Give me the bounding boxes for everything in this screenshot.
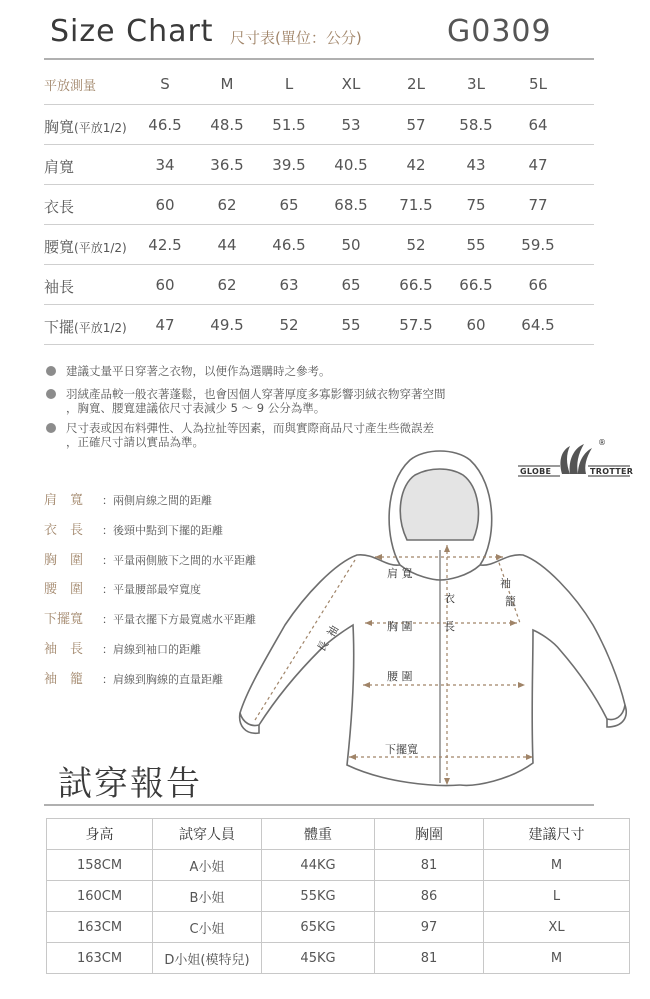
table-cell: 50: [341, 236, 361, 254]
trial-table: [46, 818, 630, 974]
legend-item: 衣 長 ：後頸中點到下擺的距離: [44, 519, 223, 538]
table-cell: 62: [217, 196, 237, 214]
table-row: [47, 850, 630, 881]
table-cell: 47: [155, 316, 175, 334]
logo-right-text: TROTTER: [590, 467, 634, 476]
legend-desc: 肩線到胸線的直量距離: [113, 673, 223, 686]
table-cell: 163CM: [47, 943, 153, 974]
table-cell: 66.5: [459, 276, 493, 294]
legend-term: 下擺寬: [44, 612, 84, 627]
table-cell: 52: [279, 316, 299, 334]
table-cell: 81: [375, 850, 484, 881]
table-cell: 81: [375, 943, 484, 974]
row-label: [44, 276, 74, 297]
table-cell: 71.5: [399, 196, 433, 214]
page-title: Size Chart: [50, 14, 214, 49]
bullet-icon: [46, 366, 56, 376]
row-label: [44, 236, 127, 257]
row-label-text: 下擺: [44, 318, 75, 336]
legend-item: 腰 圍 ：平量腰部最窄寬度: [44, 578, 201, 597]
bullet-icon: [46, 423, 56, 433]
table-header-row: [47, 819, 630, 850]
table-cell: 42: [406, 156, 426, 174]
table-cell: 57.5: [399, 316, 433, 334]
note-text: 建議丈量平日穿著之衣物，以便作為選購時之參考。: [66, 364, 331, 378]
row-label-text: 胸寬: [44, 118, 75, 136]
table-rule: [44, 264, 594, 265]
table-cell: 64.5: [521, 316, 555, 334]
table-row: [47, 881, 630, 912]
row-label-text: 腰寬: [44, 238, 75, 256]
column-header: 體重: [262, 819, 375, 850]
note-text: ，正確尺寸請以實品為準。: [66, 435, 204, 449]
table-cell: 65: [341, 276, 361, 294]
table-cell: 60: [155, 276, 175, 294]
note-item: [46, 387, 446, 415]
legend-term: 肩 寬: [44, 493, 84, 508]
table-cell: A小姐: [153, 850, 262, 881]
table-cell: 68.5: [334, 196, 368, 214]
table-row: [47, 943, 630, 974]
legend-desc: 肩線到袖口的距離: [113, 643, 201, 656]
table-cell: B小姐: [153, 881, 262, 912]
table-cell: 57: [406, 116, 426, 134]
legend-term: 衣 長: [44, 523, 84, 538]
table-cell: C小姐: [153, 912, 262, 943]
table-cell: 60: [155, 196, 175, 214]
table-header-label: 平放測量: [44, 79, 97, 94]
table-cell: 58.5: [459, 116, 493, 134]
table-rule: [44, 224, 594, 225]
diagram-label-armhole-top: 袖: [500, 577, 511, 590]
table-cell: 86: [375, 881, 484, 912]
table-cell: 45KG: [262, 943, 375, 974]
row-label: [44, 196, 74, 217]
table-cell: 55KG: [262, 881, 375, 912]
jacket-outline-icon: [235, 445, 630, 795]
table-cell: 36.5: [210, 156, 244, 174]
registered-mark: ®: [598, 438, 606, 447]
table-cell: 48.5: [210, 116, 244, 134]
table-rule: [44, 184, 594, 185]
table-cell: 55: [341, 316, 361, 334]
header-divider: [44, 58, 594, 60]
table-cell: 77: [528, 196, 548, 214]
table-cell: 66: [528, 276, 548, 294]
legend-term: 袖 長: [44, 642, 84, 657]
diagram-label-length-top: 衣: [444, 592, 455, 605]
legend-desc: 平量衣擺下方最寬處水平距離: [113, 613, 256, 626]
legend-term: 袖 籠: [44, 672, 84, 687]
size-header: 3L: [467, 75, 485, 93]
diagram-label-shoulder: 肩 寬: [387, 567, 413, 580]
legend-desc: 平量腰部最窄寬度: [113, 583, 201, 596]
logo-left-text: GLOBE: [520, 467, 552, 476]
legend-desc: 兩側肩線之間的距離: [113, 494, 212, 507]
table-cell: 163CM: [47, 912, 153, 943]
note-text: ，胸寬、腰寬建議依尺寸表減少 5 ～ 9 公分為準。: [66, 401, 326, 415]
row-label-note: (平放1/2): [74, 321, 127, 335]
table-cell: 75: [466, 196, 486, 214]
row-label: [44, 156, 74, 177]
diagram-label-sleeve-bottom: 長: [314, 638, 332, 655]
size-header: XL: [341, 75, 361, 93]
note-item: [46, 364, 331, 378]
size-header: M: [220, 75, 234, 93]
table-cell: 46.5: [148, 116, 182, 134]
column-header: 建議尺寸: [484, 819, 630, 850]
table-cell: 46.5: [272, 236, 306, 254]
table-cell: 49.5: [210, 316, 244, 334]
size-header: S: [160, 75, 170, 93]
table-rule: [44, 104, 594, 105]
table-rule: [44, 304, 594, 305]
row-label-text: 肩寬: [44, 158, 75, 176]
table-cell: 60: [466, 316, 486, 334]
table-cell: 55: [466, 236, 486, 254]
table-row: [47, 912, 630, 943]
size-header: 2L: [407, 75, 425, 93]
table-cell: 158CM: [47, 850, 153, 881]
row-label: [44, 316, 127, 337]
diagram-label-waist: 腰 圍: [387, 670, 413, 683]
column-header: 試穿人員: [153, 819, 262, 850]
table-cell: 34: [155, 156, 175, 174]
table-cell: 47: [528, 156, 548, 174]
table-cell: 66.5: [399, 276, 433, 294]
trial-report-title: 試穿報告: [58, 764, 202, 804]
row-label-text: 袖長: [44, 278, 75, 296]
column-header: 胸圍: [375, 819, 484, 850]
table-cell: 43: [466, 156, 486, 174]
legend-desc: 平量兩側腋下之間的水平距離: [113, 554, 256, 567]
table-cell: 42.5: [148, 236, 182, 254]
diagram-label-length-bottom: 長: [444, 620, 455, 633]
diagram-label-chest: 胸 圍: [387, 620, 413, 633]
jacket-diagram: [235, 445, 630, 795]
table-cell: 52: [406, 236, 426, 254]
legend-item: 下擺寬 ：平量衣擺下方最寬處水平距離: [44, 608, 256, 627]
table-cell: 39.5: [272, 156, 306, 174]
row-label-note: (平放1/2): [74, 241, 127, 255]
product-code: G0309: [447, 14, 552, 49]
table-cell: 44KG: [262, 850, 375, 881]
table-cell: 40.5: [334, 156, 368, 174]
bullet-icon: [46, 389, 56, 399]
table-cell: 63: [279, 276, 299, 294]
table-cell: 64: [528, 116, 548, 134]
size-header: 5L: [529, 75, 547, 93]
table-rule: [44, 344, 594, 345]
table-cell: D小姐(模特兒): [153, 943, 262, 974]
table-cell: XL: [484, 912, 630, 943]
page-subtitle: 尺寸表(單位：公分): [230, 29, 362, 47]
diagram-label-hem: 下擺寬: [385, 743, 418, 756]
table-cell: 62: [217, 276, 237, 294]
table-cell: 53: [341, 116, 361, 134]
table-cell: 65: [279, 196, 299, 214]
table-cell: L: [484, 881, 630, 912]
legend-term: 胸 圍: [44, 553, 84, 568]
legend-item: 肩 寬 ：兩側肩線之間的距離: [44, 489, 212, 508]
column-header: 身高: [47, 819, 153, 850]
legend-item: 袖 籠 ：肩線到胸線的直量距離: [44, 668, 223, 687]
row-label-text: 衣長: [44, 198, 75, 216]
table-cell: 59.5: [521, 236, 555, 254]
table-cell: 160CM: [47, 881, 153, 912]
diagram-label-sleeve-top: 袖: [324, 623, 342, 640]
table-cell: 44: [217, 236, 237, 254]
legend-term: 腰 圍: [44, 582, 84, 597]
note-text: 尺寸表或因布料彈性、人為拉扯等因素，而與實際商品尺寸產生些微誤差: [66, 421, 434, 435]
row-label: [44, 116, 127, 137]
table-rule: [44, 144, 594, 145]
table-cell: M: [484, 943, 630, 974]
size-header: L: [284, 75, 294, 93]
table-cell: 97: [375, 912, 484, 943]
note-text: 羽絨產品較一般衣著蓬鬆，也會因個人穿著厚度多寡影響羽絨衣物穿著空間: [66, 387, 446, 401]
legend-item: 袖 長 ：肩線到袖口的距離: [44, 638, 201, 657]
legend-desc: 後頸中點到下擺的距離: [113, 524, 223, 537]
diagram-label-armhole-bottom: 籠: [505, 595, 516, 608]
legend-item: 胸 圍 ：平量兩側腋下之間的水平距離: [44, 549, 256, 568]
row-label-note: (平放1/2): [74, 121, 127, 135]
trial-divider: [44, 804, 594, 806]
table-cell: 65KG: [262, 912, 375, 943]
table-cell: M: [484, 850, 630, 881]
table-cell: 51.5: [272, 116, 306, 134]
